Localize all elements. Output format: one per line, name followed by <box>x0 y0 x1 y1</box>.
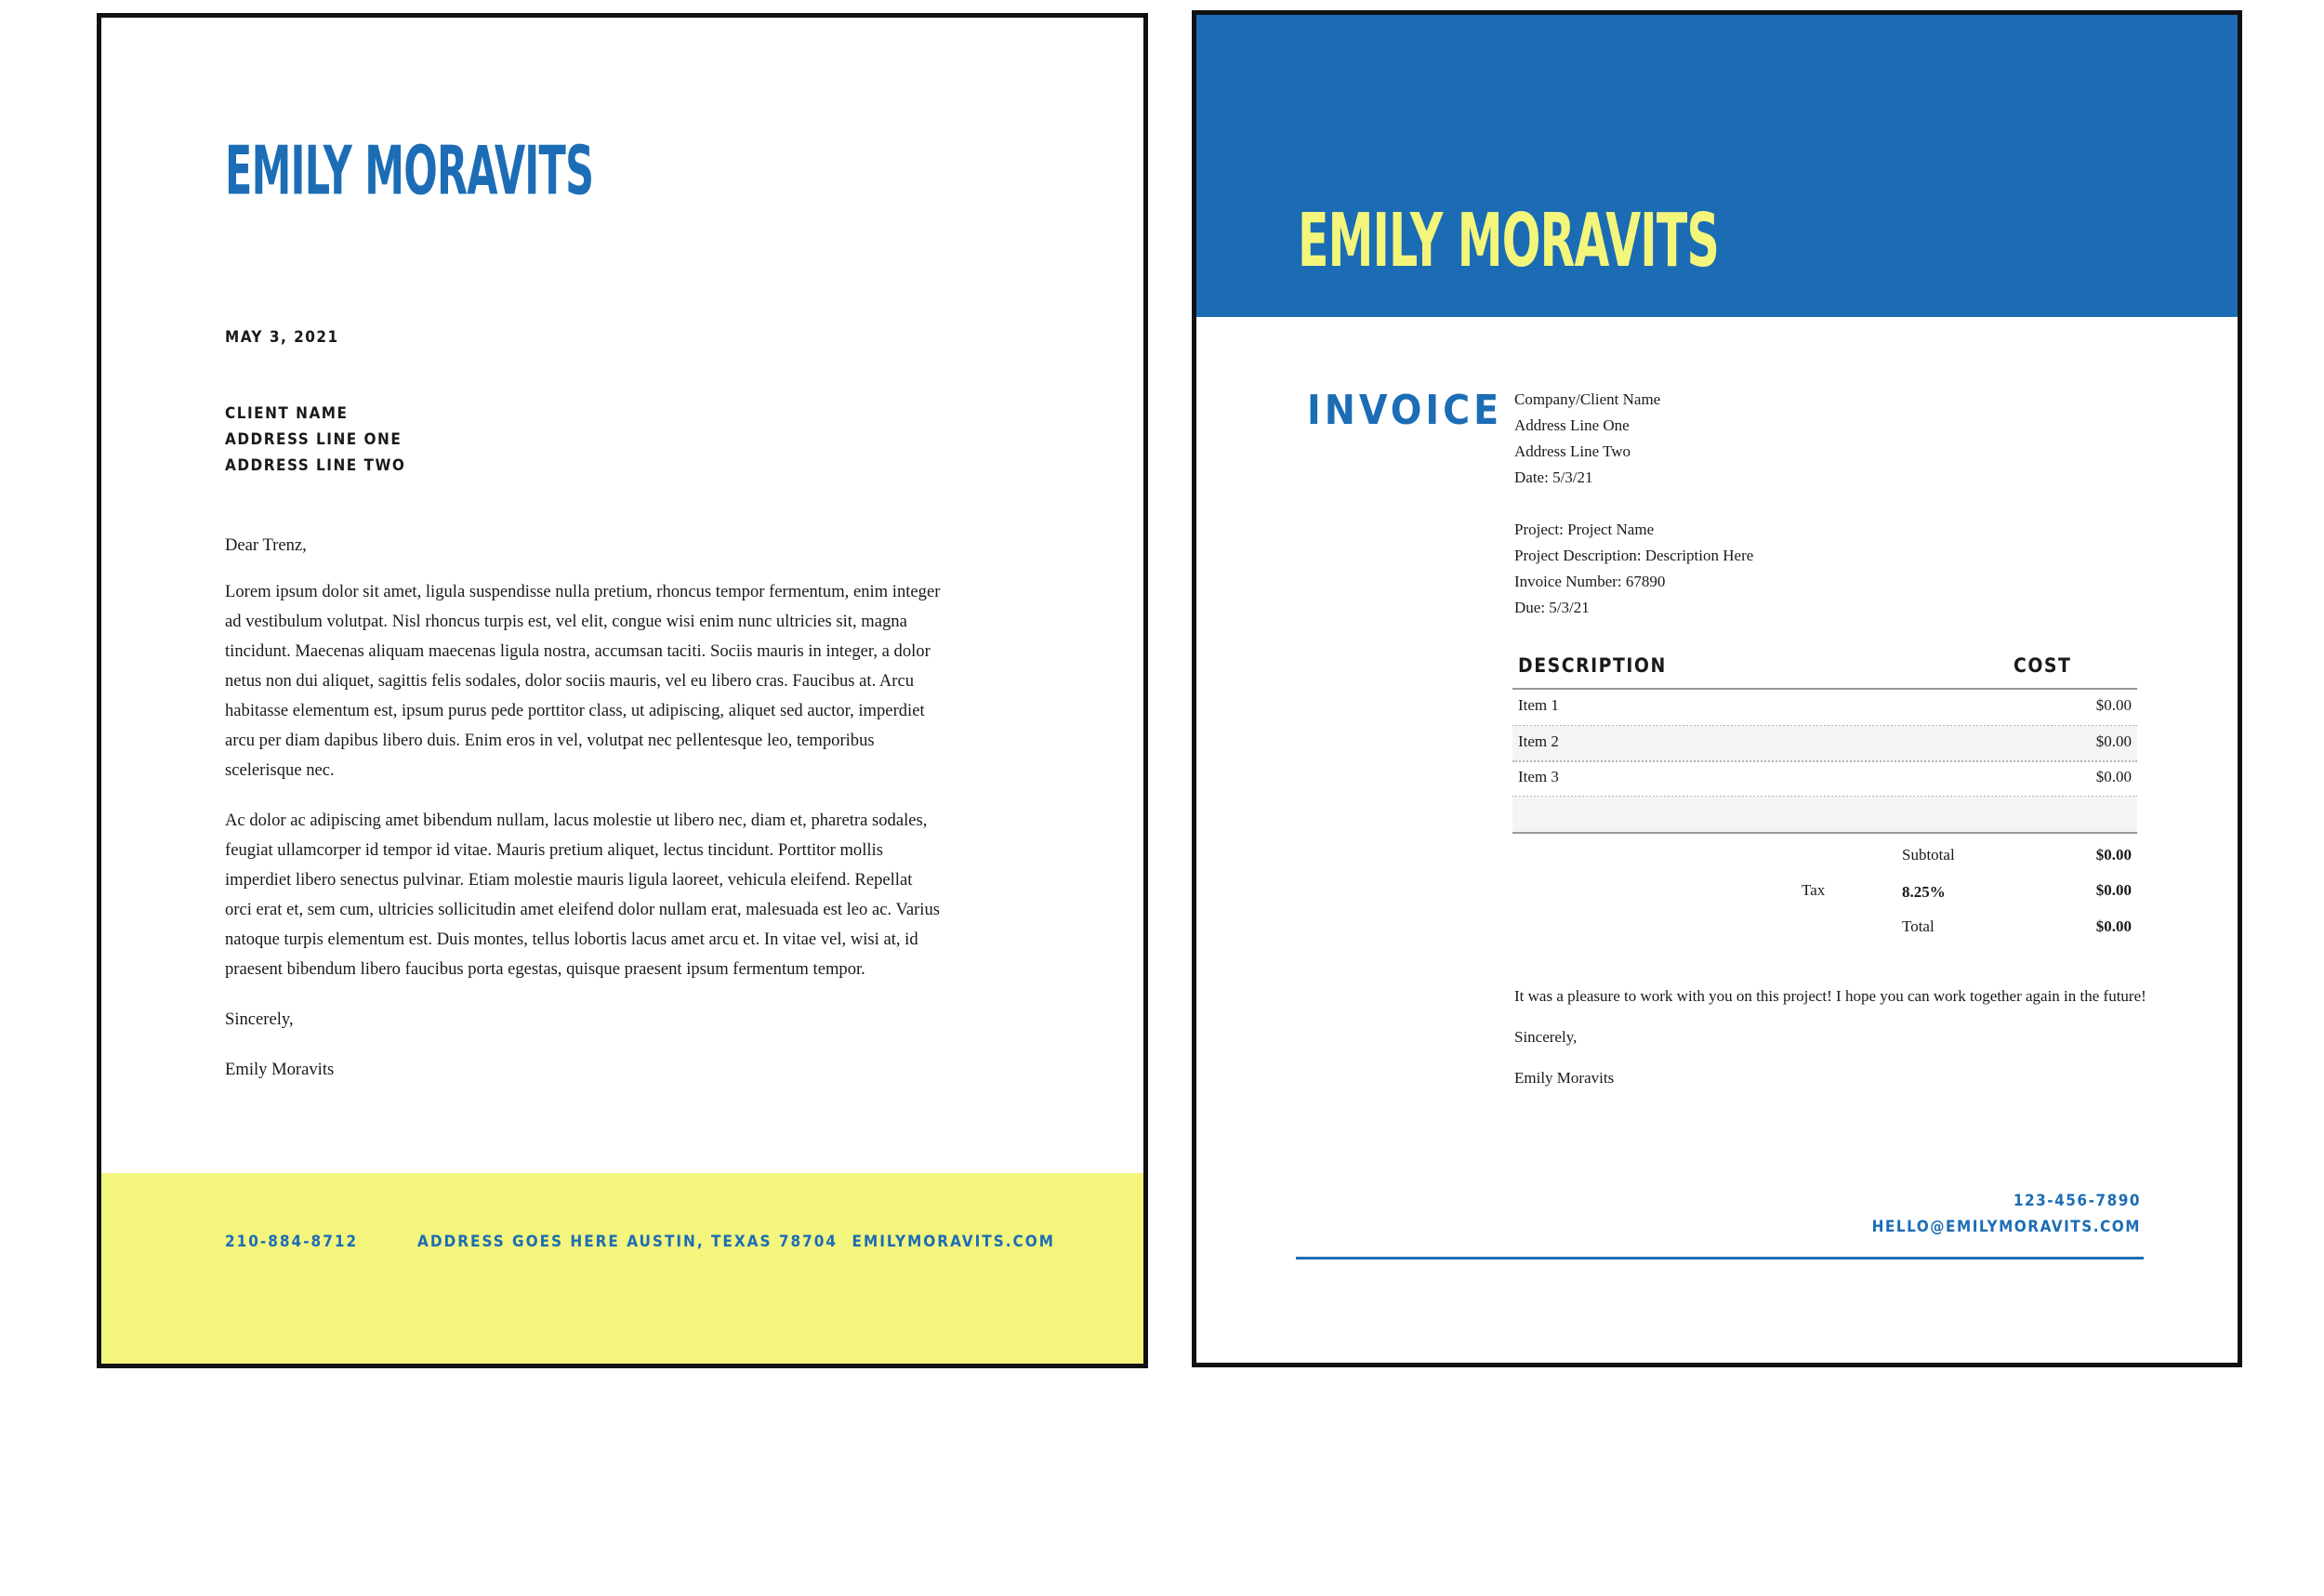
subtotal-value: $0.00 <box>2095 846 2132 864</box>
project-info-block <box>1514 517 1753 621</box>
letter-date: MAY 3, 2021 <box>225 328 339 347</box>
letter-closing: Sincerely, <box>225 1009 294 1029</box>
total-label: Total <box>1902 917 1934 935</box>
recipient-address-block <box>225 401 405 479</box>
total-value: $0.00 <box>2095 917 2132 935</box>
client-name: Company/Client Name <box>1514 390 1661 408</box>
letterhead-page <box>97 13 1148 1368</box>
invoice-brand-logo: EMILY MORAVITS <box>1298 197 1719 284</box>
row-cost: $0.00 <box>2095 768 2132 785</box>
invoice-title: INVOICE <box>1307 387 1503 434</box>
table-header-cost: COST <box>2014 654 2072 677</box>
client-address-line-2: Address Line Two <box>1514 442 1631 460</box>
letterhead-brand-logo: EMILY MORAVITS <box>225 131 594 210</box>
footer-address: ADDRESS GOES HERE AUSTIN, TEXAS 78704 <box>417 1233 838 1251</box>
tax-value: $0.00 <box>2095 881 2132 899</box>
client-address-line-1: Address Line One <box>1514 416 1630 434</box>
tax-rate: 8.25% <box>1902 883 1946 901</box>
table-row <box>1512 761 2137 797</box>
row-description: Item 3 <box>1518 768 1559 785</box>
row-cost: $0.00 <box>2095 732 2132 750</box>
recipient-name: CLIENT NAME <box>225 404 349 423</box>
project-name: Project: Project Name <box>1514 521 1655 538</box>
invoice-date: Date: 5/3/21 <box>1514 468 1593 486</box>
contact-rule <box>1296 1257 2144 1260</box>
invoice-due-date: Due: 5/3/21 <box>1514 599 1590 616</box>
contact-email: HELLO@EMILYMORAVITS.COM <box>1871 1218 2141 1236</box>
letter-body <box>225 531 941 1105</box>
thank-you-message: It was a pleasure to work with you on this project! I hope you can work together again in the future! <box>1514 987 2146 1005</box>
invoice-closing: Sincerely, <box>1514 1028 1578 1046</box>
tax-label: Tax <box>1802 881 1826 899</box>
recipient-address-line-1: ADDRESS LINE ONE <box>225 430 403 449</box>
row-description: Item 2 <box>1518 732 1559 750</box>
client-info-block <box>1514 387 1660 491</box>
invoice-header-band <box>1196 15 2238 317</box>
footer-website: EMILYMORAVITS.COM <box>852 1233 1055 1251</box>
table-row <box>1512 797 2137 832</box>
contact-phone: 123-456-7890 <box>2013 1192 2141 1210</box>
row-description: Item 1 <box>1518 696 1559 714</box>
letter-paragraph: Ac dolor ac adipiscing amet bibendum nullam, lacus molestie ut libero nec, diam et, pharetra sodales, feugiat ullamcorper id tempor id vitae. Mauris pretium aliquet, lectus tincidunt. Porttitor mollis imperdiet libero senectus pulvinar. Etiam molestie mauris ligula laoreet, vehicula eleifend. Repellat orci erat et, sem cum, ultricies sollicitudin amet eleifend dolor nullam erat, malesuada est leo ac. Varius natoque turpis elementum est. Duis montes, tellus lobortis lacus amet arcu et. In vitae vel, wisi at, id praesent bibendum libero faucibus porta egestas, quisque praesent ipsum fermentum tempor. <box>225 811 940 979</box>
table-bottom-rule <box>1512 832 2137 834</box>
letter-signature: Emily Moravits <box>225 1060 335 1079</box>
subtotal-label: Subtotal <box>1902 846 1955 864</box>
project-description: Project Description: Description Here <box>1514 547 1754 564</box>
recipient-address-line-2: ADDRESS LINE TWO <box>225 456 406 475</box>
row-cost: $0.00 <box>2095 696 2132 714</box>
invoice-signature: Emily Moravits <box>1514 1069 1615 1087</box>
table-header-description: DESCRIPTION <box>1518 654 1667 677</box>
table-row <box>1512 690 2137 725</box>
letterhead-footer <box>101 1173 1143 1364</box>
footer-phone: 210-884-8712 <box>225 1233 359 1251</box>
letter-greeting: Dear Trenz, <box>225 535 307 555</box>
invoice-page <box>1192 10 2242 1367</box>
table-row <box>1512 726 2137 761</box>
letter-paragraph: Lorem ipsum dolor sit amet, ligula suspendisse nulla pretium, rhoncus tempor fermentum, enim integer ad vestibulum volutpat. Nisl rhoncus turpis est, vel elit, congue wisi enim nunc ultricies sit, magna tincidunt. Maecenas aliquam maecenas ligula nostra, accumsan taciti. Sociis mauris in integer, a dolor netus non dui aliquet, sagittis felis sodales, dolor sociis mauris, vel eu libero cras. Faucibus at. Arcu habitasse elementum est, ipsum purus pede porttitor class, ut adipiscing, aliquet sed auctor, imperdiet arcu per diam dapibus libero duis. Enim eros in vel, volutpat nec pellentesque leo, temporibus scelerisque nec. <box>225 582 941 780</box>
invoice-number: Invoice Number: 67890 <box>1514 573 1666 590</box>
invoice-closing-block <box>1514 983 2156 1106</box>
